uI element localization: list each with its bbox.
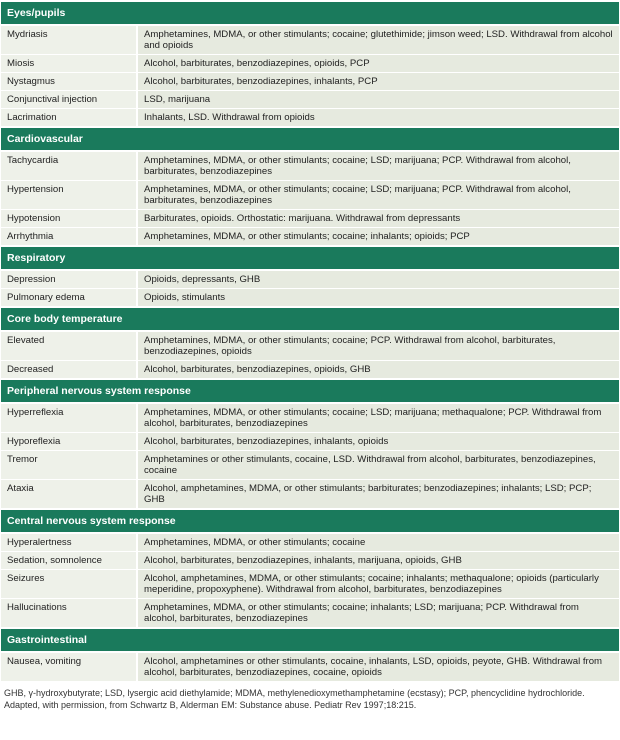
sign-label: Lacrimation (1, 109, 137, 128)
table-row (1, 270, 619, 289)
table-row (1, 73, 619, 91)
substances-cell: Alcohol, barbiturates, benzodiazepines, opioids, PCP (137, 55, 619, 73)
substances-cell: Inhalants, LSD. Withdrawal from opioids (137, 109, 619, 128)
substances-cell: Amphetamines, MDMA, or other stimulants; cocaine; LSD; marijuana; PCP. Withdrawal from alcohol, barbiturates, benzodiazepines (137, 151, 619, 181)
sign-label: Hallucinations (1, 599, 137, 629)
sign-label: Hyporeflexia (1, 433, 137, 451)
table-row (1, 403, 619, 433)
section-title: Peripheral nervous system response (1, 379, 619, 403)
substances-cell: Amphetamines, MDMA, or other stimulants; cocaine; LSD; marijuana; PCP. Withdrawal from alcohol, barbiturates, benzodiazepines (137, 181, 619, 210)
table-row (1, 433, 619, 451)
table-footnote: GHB, γ-hydroxybutyrate; LSD, lysergic acid diethylamide; MDMA, methylenedioxymethamphetamine (ecstasy); PCP, phencyclidine hydrochloride. Adapted, with permission, from Schwartz B, Alderman EM: Substance abuse. Pediatr Rev 1997;18:215. (4, 688, 585, 710)
table-row (1, 109, 619, 128)
sign-label: Arrhythmia (1, 228, 137, 247)
substances-cell: Amphetamines, MDMA, or other stimulants; cocaine; glutethimide; jimson weed; LSD. Withdrawal from alcohol and opioids (137, 25, 619, 55)
sign-label: Hypertension (1, 181, 137, 210)
table-row (1, 331, 619, 361)
section-header-row (1, 307, 619, 331)
substances-cell: Alcohol, barbiturates, benzodiazepines, inhalants, opioids (137, 433, 619, 451)
substances-cell: LSD, marijuana (137, 91, 619, 109)
section-title: Eyes/pupils (1, 1, 619, 25)
substances-cell: Amphetamines or other stimulants, cocaine, LSD. Withdrawal from alcohol, barbiturates, benzodiazepines, cocaine (137, 451, 619, 480)
table-row (1, 361, 619, 380)
table-row (1, 25, 619, 55)
table-row (1, 451, 619, 480)
substances-cell: Barbiturates, opioids. Orthostatic: marijuana. Withdrawal from depressants (137, 210, 619, 228)
substances-cell: Alcohol, amphetamines or other stimulants, cocaine, inhalants, LSD, opioids, peyote, GHB. Withdrawal from alcohol, barbiturates, benzodiazepines, cocaine, opioids (137, 652, 619, 682)
sign-label: Depression (1, 270, 137, 289)
section-title: Gastrointestinal (1, 628, 619, 652)
table-row (1, 228, 619, 247)
sign-label: Hypotension (1, 210, 137, 228)
table-row (1, 151, 619, 181)
substances-cell: Alcohol, barbiturates, benzodiazepines, inhalants, PCP (137, 73, 619, 91)
sign-label: Ataxia (1, 480, 137, 510)
sign-label: Nystagmus (1, 73, 137, 91)
substances-cell: Amphetamines, MDMA, or other stimulants; cocaine (137, 533, 619, 552)
substances-cell: Opioids, stimulants (137, 289, 619, 308)
substances-cell: Alcohol, amphetamines, MDMA, or other stimulants; barbiturates; benzodiazepines; inhalants; LSD; PCP; GHB (137, 480, 619, 510)
section-title: Respiratory (1, 246, 619, 270)
section-title: Cardiovascular (1, 127, 619, 151)
table-row (1, 652, 619, 682)
sign-label: Pulmonary edema (1, 289, 137, 308)
sign-label: Hyperreflexia (1, 403, 137, 433)
signs-table-body (1, 1, 619, 682)
table-row (1, 55, 619, 73)
section-title: Core body temperature (1, 307, 619, 331)
substances-cell: Alcohol, barbiturates, benzodiazepines, opioids, GHB (137, 361, 619, 380)
section-header-row (1, 246, 619, 270)
table-row (1, 570, 619, 599)
sign-label: Tremor (1, 451, 137, 480)
section-header-row (1, 1, 619, 25)
substances-cell: Opioids, depressants, GHB (137, 270, 619, 289)
sign-label: Decreased (1, 361, 137, 380)
table-row (1, 91, 619, 109)
substances-cell: Alcohol, barbiturates, benzodiazepines, inhalants, marijuana, opioids, GHB (137, 552, 619, 570)
substances-cell: Amphetamines, MDMA, or other stimulants; cocaine; inhalants; opioids; PCP (137, 228, 619, 247)
section-header-row (1, 628, 619, 652)
sign-label: Tachycardia (1, 151, 137, 181)
section-header-row (1, 509, 619, 533)
sign-label: Seizures (1, 570, 137, 599)
sign-label: Hyperalertness (1, 533, 137, 552)
table-row (1, 210, 619, 228)
substances-cell: Alcohol, amphetamines, MDMA, or other stimulants; cocaine; inhalants; methaqualone; opioids (particularly meperidine, propoxyphene). Withdrawal from alcohol, barbiturates, benzodiazepines (137, 570, 619, 599)
sign-label: Miosis (1, 55, 137, 73)
sign-label: Nausea, vomiting (1, 652, 137, 682)
sign-label: Elevated (1, 331, 137, 361)
substances-cell: Amphetamines, MDMA, or other stimulants; cocaine; PCP. Withdrawal from alcohol, barbiturates, benzodiazepines, opioids (137, 331, 619, 361)
signs-table (1, 0, 619, 682)
section-title: Central nervous system response (1, 509, 619, 533)
section-header-row (1, 379, 619, 403)
sign-label: Sedation, somnolence (1, 552, 137, 570)
sign-label: Mydriasis (1, 25, 137, 55)
table-row (1, 480, 619, 510)
table-row (1, 599, 619, 629)
section-header-row (1, 127, 619, 151)
substances-cell: Amphetamines, MDMA, or other stimulants; cocaine; LSD; marijuana; methaqualone; PCP. Withdrawal from alcohol, barbiturates, benzodiazepines (137, 403, 619, 433)
substances-cell: Amphetamines, MDMA, or other stimulants; cocaine; inhalants; LSD; marijuana; PCP. Withdrawal from alcohol, barbiturates, benzodiazepines (137, 599, 619, 629)
sign-label: Conjunctival injection (1, 91, 137, 109)
table-row (1, 533, 619, 552)
table-row (1, 181, 619, 210)
table-row (1, 289, 619, 308)
table-row (1, 552, 619, 570)
